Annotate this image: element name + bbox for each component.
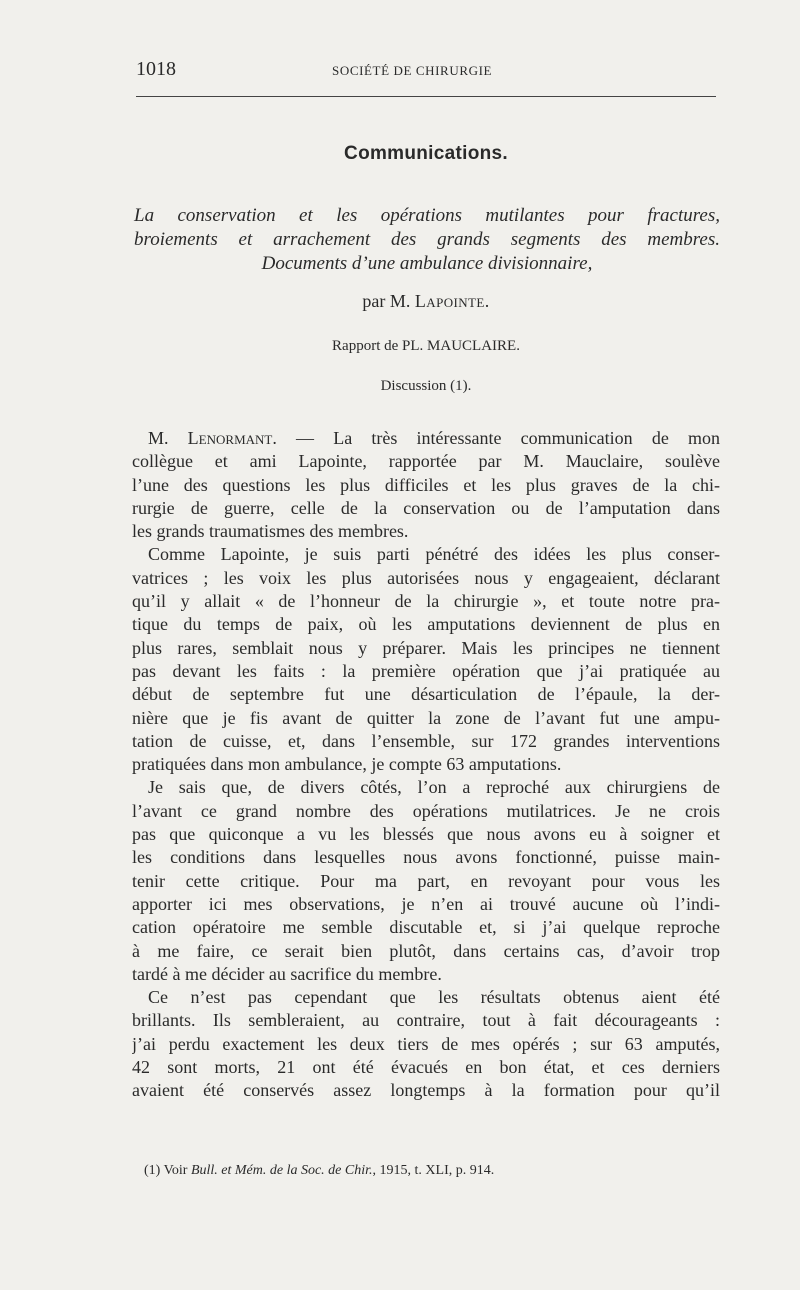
body-line: vatrices ; les voix les plus autorisées nous y engageaient, déclarant <box>132 567 720 588</box>
page-number: 1018 <box>136 58 176 80</box>
body-line: 42 sont morts, 21 ont été évacués en bon état, et ces derniers <box>132 1057 720 1078</box>
report-line: Rapport de PL. MAUCLAIRE. <box>332 338 520 354</box>
body-line: nière que je fis avant de quitter la zone de l’avant fut une ampu- <box>132 707 720 728</box>
body-line: rurgie de guerre, celle de la conservation ou de l’amputation dans <box>132 497 720 518</box>
body-line: brillants. Ils sembleraient, au contraire, tout à fait décourageants : <box>132 1010 720 1031</box>
body-line: qu’il y allait « de l’honneur de la chirurgie », et toute notre pra- <box>132 591 720 612</box>
footnote-source: Bull. et Mém. de la Soc. de Chir. <box>190 1163 373 1178</box>
body-line: tique du temps de paix, où les amputations deviennent de plus en <box>132 614 720 635</box>
body-line: l’une des questions les plus difficiles et les plus graves de la chi- <box>132 474 720 495</box>
body-line: tation de cuisse, et, dans l’ensemble, sur 172 grandes interventions <box>132 730 720 751</box>
running-head <box>136 58 716 88</box>
article-title-line: Documents d’une ambulance divisionnaire, <box>261 253 593 274</box>
body-text <box>132 427 720 1103</box>
body-line: Comme Lapointe, je suis parti pénétré des idées les plus conser- <box>148 544 720 565</box>
body-line: pratiquées dans mon ambulance, je compte 63 amputations. <box>132 754 562 775</box>
body-line: à me faire, ce serait bien plutôt, dans certains cas, d’avoir trop <box>132 940 720 961</box>
byline-prefix: par M. <box>362 291 411 311</box>
body-line: les conditions dans lesquelles nous avons fonctionné, puisse main- <box>132 847 720 868</box>
byline <box>136 291 716 312</box>
body-line: apporter ici mes observations, je n’en ai trouvé aucune où l’indi- <box>132 893 720 914</box>
body-line: début de septembre fut une désarticulation de l’épaule, la der- <box>132 684 720 705</box>
body-line: l’avant ce grand nombre des opérations mutilatrices. Je ne crois <box>132 800 720 821</box>
article-title-line: broiements et arrachement des grands segments des membres. <box>134 229 720 250</box>
body-line: pas devant les faits : la première opération que j’ai pratiquée au <box>132 660 720 681</box>
speaker-name: M. Lenormant. <box>148 428 277 448</box>
footnote <box>132 1163 732 1179</box>
body-line: Je sais que, de divers côtés, l’on a reproché aux chirurgiens de <box>148 777 720 798</box>
body-line: avaient été conservés assez longtemps à la formation pour qu’il <box>132 1080 720 1101</box>
body-line <box>132 427 720 450</box>
article-title-line: La conservation et les opérations mutilantes pour fractures, <box>134 205 720 226</box>
body-line: plus rares, semblait nous y préparer. Mais les principes ne tiennent <box>132 637 720 658</box>
body-line: tardé à me décider au sacrifice du membre. <box>132 963 442 984</box>
body-line: les grands traumatismes des membres. <box>132 521 409 542</box>
body-line-text: — La très intéressante communication de mon <box>276 428 720 448</box>
author-name: Lapointe. <box>414 291 490 311</box>
footnote-suffix: , 1915, t. XLI, p. 914. <box>372 1163 495 1178</box>
body-line: Ce n’est pas cependant que les résultats obtenus aient été <box>148 987 720 1008</box>
body-line: pas que quiconque a vu les blessés que nous avons eu à soigner et <box>132 824 720 845</box>
discussion-line: Discussion (1). <box>380 378 472 394</box>
journal-title: SOCIÉTÉ DE CHIRURGIE <box>332 63 493 78</box>
section-heading: Communications. <box>344 143 508 164</box>
body-line: tenir cette critique. Pour ma part, en revoyant pour vous les <box>132 870 720 891</box>
body-line: cation opératoire me semble discutable et, si j’ai quelque reproche <box>132 917 720 938</box>
footnote-prefix: (1) Voir <box>144 1163 191 1178</box>
body-line: collègue et ami Lapointe, rapportée par M. Mauclaire, soulève <box>132 451 720 472</box>
header-rule <box>136 96 716 97</box>
article-title <box>134 204 720 276</box>
body-line: j’ai perdu exactement les deux tiers de mes opérés ; sur 63 amputés, <box>132 1033 720 1054</box>
